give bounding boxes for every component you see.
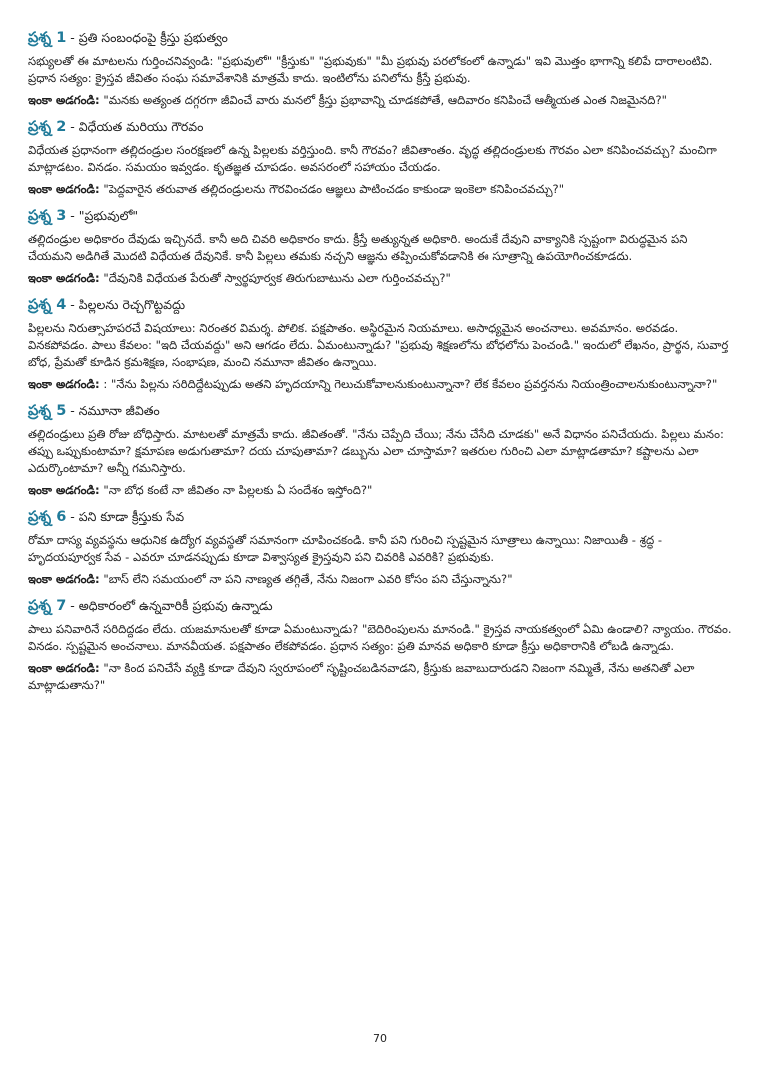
question-heading <box>28 295 732 315</box>
question-section-2 <box>28 117 732 198</box>
ask-text: "దేవునికి విధేయత పేరుతో స్వార్థపూర్వక తిరుగుబాటును ఎలా గుర్తించవచ్చు?" <box>99 271 451 285</box>
ask-label: ఇంకా అడగండి: <box>28 93 100 107</box>
question-body: సభ్యులతో ఈ మాటలను గుర్తించనివ్వండి: "ప్రభువులో" "క్రీస్తుకు" "ప్రభువుకు" "మీ ప్రభువు పరలోకంలో ఉన్నాడు" ఇవి మొత్తం భాగాన్ని కలిపే దారాలంటివి. ప్రధాన సత్యం: క్రైస్తవ జీవితం సంఘ సమావేశానికి మాత్రమే కాదు. ఇంటిలోను పనిలోను క్రీస్తే ప్రభువు. <box>28 54 713 85</box>
question-body: పాలు పనివారినే సరిదిద్దడం లేదు. యజమానులతో కూడా ఏమంటున్నాడు? "బెదిరింపులను మానండి." క్రైస్తవ నాయకత్వంలో ఏమి ఉండాలి? న్యాయం. గౌరవం. వినడం. స్పష్టమైన అంచనాలు. మానవీయత. పక్షపాతం లేకపోవడం. ప్రధాన సత్యం: ప్రతి మానవ అధికారి కూడా క్రీస్తు అధికారానికి లోబడి ఉన్నాడు. <box>28 622 732 653</box>
question-number: ప్రశ్న 3 <box>28 208 67 224</box>
ask-further <box>28 660 732 694</box>
question-section-3 <box>28 206 732 287</box>
ask-further <box>28 376 732 393</box>
question-heading <box>28 117 732 137</box>
question-title: - నమూనా జీవితం <box>66 403 160 418</box>
ask-label: ఇంకా అడగండి: <box>28 483 100 497</box>
ask-further <box>28 270 732 287</box>
ask-label: ఇంకా అడగండి: <box>28 661 100 675</box>
question-body: తల్లిదండ్రులు ప్రతి రోజు బోధిస్తారు. మాటలతో మాత్రమే కాదు. జీవితంతో. "నేను చెప్పేది చేయి; నేను చేసేది చూడకు" అనే విధానం పనిచేయదు. పిల్లలు మనం: తప్పు ఒప్పుకుంటామా? క్షమాపణ అడుగుతామా? దయ చూపుతామా? డబ్బును ఎలా చూస్తామా? ఇతరుల గురించి ఎలా మాట్లాడతామా? కష్టాలను ఎలా ఎదుర్కొంటామా? అన్నీ గమనిస్తారు. <box>28 427 724 475</box>
ask-further <box>28 92 732 109</box>
question-section-7 <box>28 596 732 694</box>
ask-label: ఇంకా అడగండి: <box>28 182 100 196</box>
question-heading <box>28 401 732 421</box>
question-title: - ప్రతి సంబంధంపై క్రీస్తు ప్రభుత్వం <box>66 30 228 45</box>
question-section-5 <box>28 401 732 499</box>
question-body: పిల్లలను నిరుత్సాహపరచే విషయాలు: నిరంతర విమర్శ. పోలిక. పక్షపాతం. అస్థిరమైన నియమాలు. అసాధ్యమైన అంచనాలు. అవమానం. అరవడం. వినకపోవడం. పాలు కేవలం: "ఇది చేయవద్దు" అని ఆగడం లేదు. ఏమంటున్నాడు? "ప్రభువు శిక్షణలోను బోధలోను పెంచండి." ఇందులో లేఖనం, ప్రార్థన, సువార్త బోధ, ప్రేమతో కూడిన క్రమశిక్షణ, సంభాషణ, మంచి నమూనా జీవితం ఉన్నాయి. <box>28 321 729 369</box>
question-body: రోమా దాస్య వ్యవస్థను ఆధునిక ఉద్యోగ వ్యవస్థతో సమానంగా చూపించకండి. కానీ పని గురించి స్పష్టమైన సూత్రాలు ఉన్నాయి: నిజాయితీ - శ్రద్ధ - హృదయపూర్వక సేవ - ఎవరూ చూడనప్పుడు కూడా విశ్వాస్యత క్రైస్తవుని పని చివరికి ఎవరికి? ప్రభువుకు. <box>28 533 663 564</box>
ask-label: ఇంకా అడగండి: <box>28 377 100 391</box>
question-title: - పిల్లలను రెచ్చగొట్టవద్దు <box>66 297 186 312</box>
ask-label: ఇంకా అడగండి: <box>28 271 100 285</box>
question-number: ప్రశ్న 7 <box>28 598 67 614</box>
ask-text: "మనకు అత్యంత దగ్గరగా జీవించే వారు మనలో క్రీస్తు ప్రభావాన్ని చూడకపోతే, ఆదివారం కనిపించే ఆత్మీయత ఎంత నిజమైనది?" <box>99 93 667 107</box>
ask-text: "పెద్దవారైన తరువాత తల్లిదండ్రులను గౌరవించడం ఆజ్ఞలు పాటించడం కాకుండా ఇంకెలా కనిపించవచ్చు?" <box>99 182 565 196</box>
question-heading <box>28 596 732 616</box>
ask-text: "నా బోధ కంటే నా జీవితం నా పిల్లలకు ఏ సందేశం ఇస్తోంది?" <box>99 483 373 497</box>
question-body: విధేయత ప్రధానంగా తల్లిదండ్రుల సంరక్షణలో ఉన్న పిల్లలకు వర్తిస్తుంది. కానీ గౌరవం? జీవితాంతం. వృద్ధ తల్లిదండ్రులకు గౌరవం ఎలా కనిపించవచ్చు? మంచిగా మాట్లాడటం. వినడం. సమయం ఇవ్వడం. కృతజ్ఞత చూపడం. అవసరంలో సహాయం చేయడం. <box>28 143 717 174</box>
ask-text: : "నేను పిల్లను సరిదిద్దేటప్పుడు అతని హృదయాన్ని గెలుచుకోవాలనుకుంటున్నానా? లేక కేవలం ప్రవర్తనను నియంత్రించాలనుకుంటున్నానా?" <box>99 377 718 391</box>
ask-text: "బాస్ లేని సమయంలో నా పని నాణ్యత తగ్గితే, నేను నిజంగా ఎవరి కోసం పని చేస్తున్నాను?" <box>99 572 513 586</box>
question-title: - పని కూడా క్రీస్తుకు సేవ <box>66 509 185 524</box>
ask-label: ఇంకా అడగండి: <box>28 572 100 586</box>
question-body: తల్లిదండ్రుల అధికారం దేవుడు ఇచ్చినదే. కానీ అది చివరి అధికారం కాదు. క్రీస్తే అత్యున్నత అధికారి. అందుకే దేవుని వాక్యానికి స్పష్టంగా విరుద్ధమైన పని చేయమని అడిగితే మొదటి విధేయత దేవునికే. కానీ పిల్లలు తమకు నచ్చని ఆజ్ఞను తప్పించుకోవడానికి ఈ సూత్రాన్ని ఉపయోగించకూడదు. <box>28 232 688 263</box>
question-heading <box>28 28 732 48</box>
question-title: - విధేయత మరియు గౌరవం <box>66 119 204 134</box>
ask-further <box>28 571 732 588</box>
page-number: 70 <box>373 1032 387 1045</box>
question-section-1 <box>28 28 732 109</box>
ask-further <box>28 181 732 198</box>
question-heading <box>28 206 732 226</box>
question-number: ప్రశ్న 1 <box>28 30 67 46</box>
question-title: - అధికారంలో ఉన్నవారికీ ప్రభువు ఉన్నాడు <box>66 598 273 613</box>
ask-text: "నా కింద పనిచేసే వ్యక్తి కూడా దేవుని స్వరూపంలో సృష్టించబడినవాడని, క్రీస్తుకు జవాబుదారుడని నిజంగా నమ్మితే, నేను అతనితో ఎలా మాట్లాడుతాను?" <box>28 661 695 692</box>
question-section-4 <box>28 295 732 393</box>
question-number: ప్రశ్న 4 <box>28 297 67 313</box>
question-heading <box>28 507 732 527</box>
question-number: ప్రశ్న 6 <box>28 509 67 525</box>
question-number: ప్రశ్న 5 <box>28 403 67 419</box>
question-number: ప్రశ్న 2 <box>28 119 67 135</box>
question-section-6 <box>28 507 732 588</box>
ask-further <box>28 482 732 499</box>
question-title: - "ప్రభువులో" <box>66 208 139 223</box>
document-page <box>28 28 732 702</box>
